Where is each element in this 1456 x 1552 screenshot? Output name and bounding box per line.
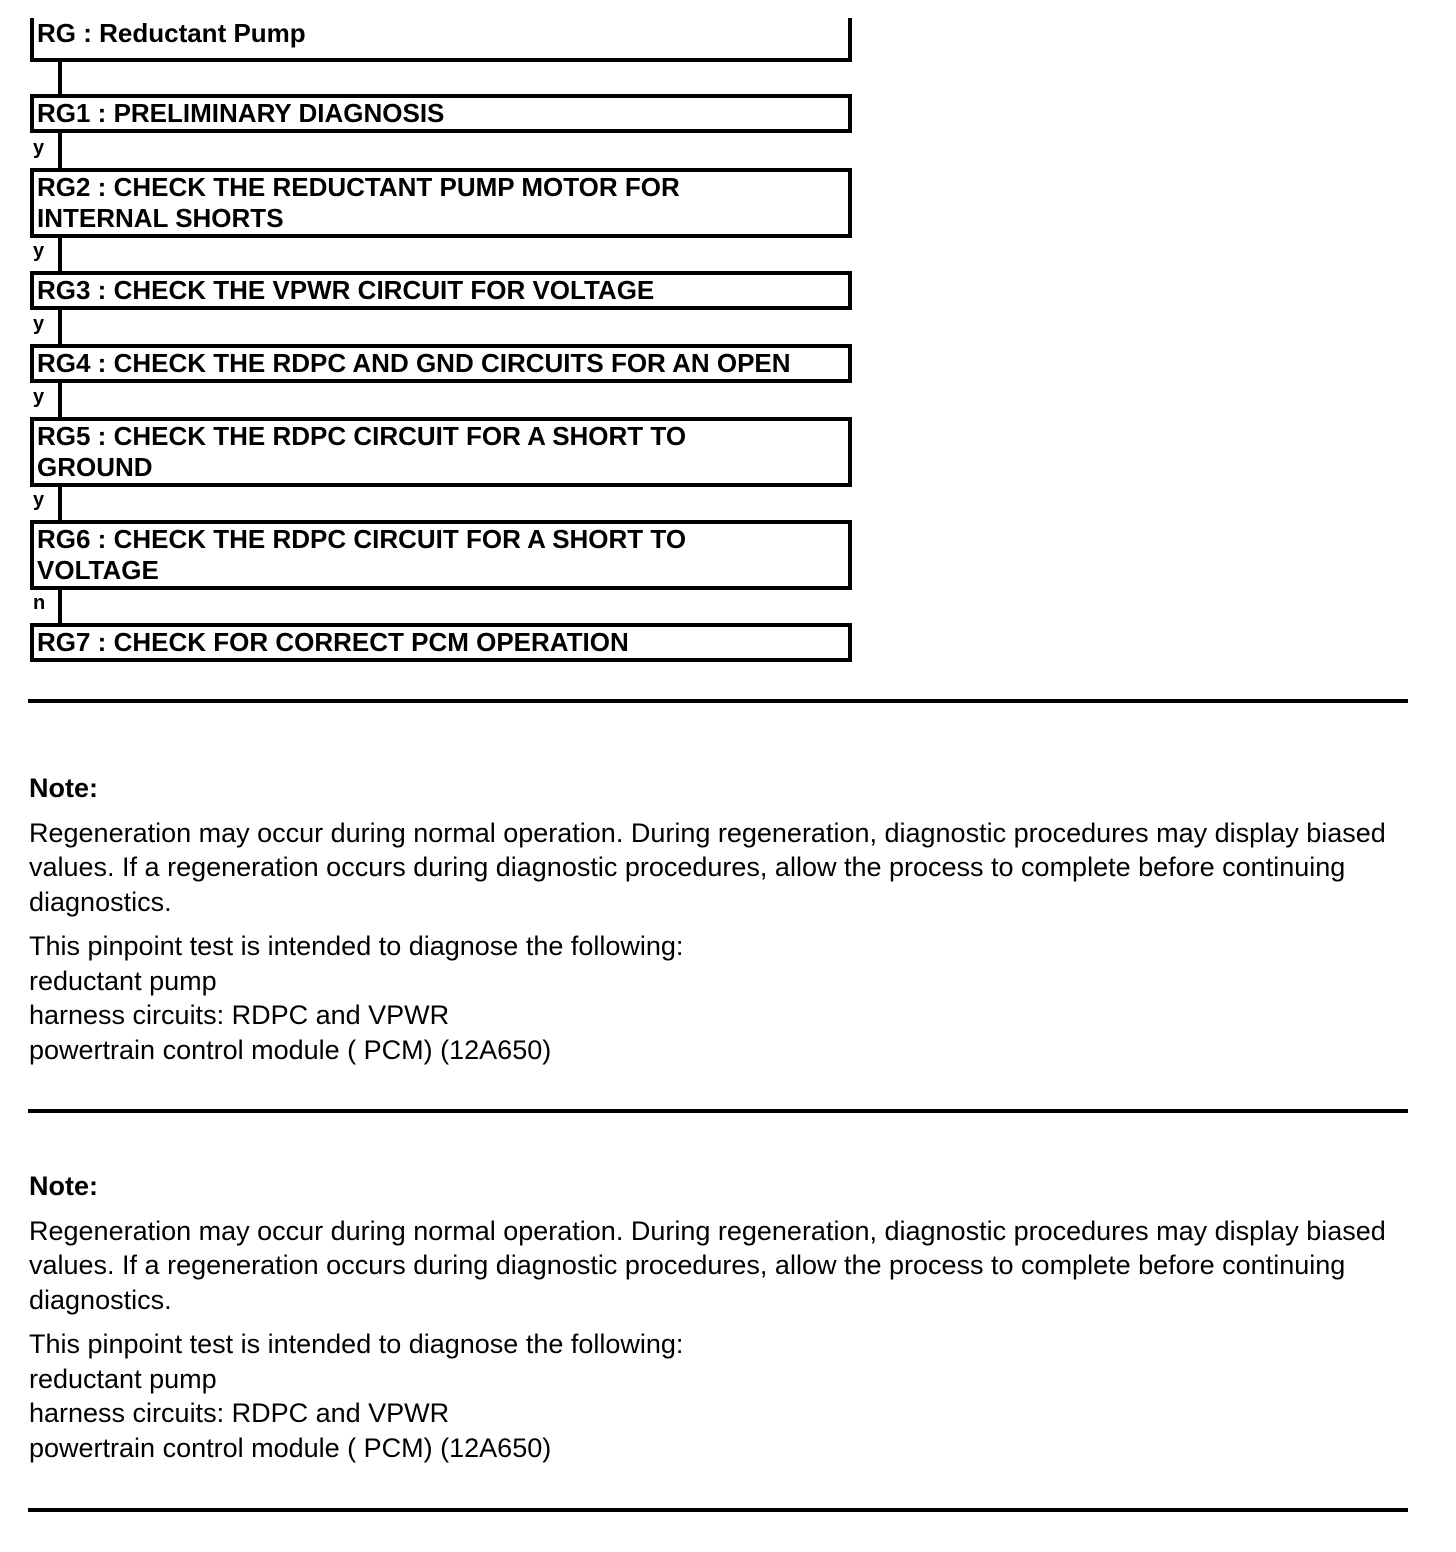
connector-line — [58, 307, 62, 344]
connector-line — [58, 131, 62, 168]
diagnostic-flowchart — [0, 0, 860, 680]
note-block — [29, 1169, 1419, 1465]
answer-label: y — [33, 313, 45, 335]
note-list-item: reductant pump — [29, 965, 217, 996]
connector-line — [58, 380, 62, 417]
note-list-item: harness circuits: RDPC and VPWR — [29, 1000, 450, 1030]
flowchart-title: RG : Reductant Pump — [30, 18, 852, 62]
answer-label: y — [33, 137, 45, 159]
flow-step-rg2: RG2 : CHECK THE REDUCTANT PUMP MOTOR FOR INTERNAL SHORTS — [30, 168, 852, 238]
note-intro: This pinpoint test is intended to diagnose the following: — [29, 931, 684, 961]
connector-line — [58, 58, 62, 94]
note-title: Note: — [29, 773, 98, 803]
flow-step-rg4: RG4 : CHECK THE RDPC AND GND CIRCUITS FOR AN OPEN — [30, 344, 852, 383]
note-list-item: powertrain control module ( PCM) (12A650) — [29, 1432, 552, 1463]
note-list-item: harness circuits: RDPC and VPWR — [29, 1398, 450, 1428]
flow-step-rg6: RG6 : CHECK THE RDPC CIRCUIT FOR A SHORT TO VOLTAGE — [30, 520, 852, 590]
section-divider — [28, 1508, 1408, 1512]
flow-step-rg5: RG5 : CHECK THE RDPC CIRCUIT FOR A SHORT TO GROUND — [30, 417, 852, 487]
connector-line — [58, 234, 62, 271]
answer-label: y — [33, 386, 45, 408]
flow-step-rg3: RG3 : CHECK THE VPWR CIRCUIT FOR VOLTAGE — [30, 271, 852, 310]
note-list-item: powertrain control module ( PCM) (12A650) — [29, 1034, 552, 1065]
answer-label: y — [33, 240, 45, 262]
note-list-item: reductant pump — [29, 1363, 217, 1394]
connector-line — [58, 586, 62, 623]
flow-step-rg1: RG1 : PRELIMINARY DIAGNOSIS — [30, 94, 852, 133]
answer-label: y — [33, 489, 45, 511]
note-block — [29, 771, 1419, 1067]
note-title: Note: — [29, 1171, 98, 1201]
answer-label: n — [33, 592, 46, 614]
note-text: Regeneration may occur during normal operation. During regeneration, diagnostic procedures may display biased values. If a regeneration occurs during diagnostic procedures, allow the process to complete before continuing diagnostics. — [29, 817, 1386, 917]
connector-line — [58, 483, 62, 520]
note-intro: This pinpoint test is intended to diagnose the following: — [29, 1329, 684, 1359]
section-divider — [28, 1109, 1408, 1113]
flow-step-rg7: RG7 : CHECK FOR CORRECT PCM OPERATION — [30, 623, 852, 662]
note-text: Regeneration may occur during normal operation. During regeneration, diagnostic procedures may display biased values. If a regeneration occurs during diagnostic procedures, allow the process to complete before continuing diagnostics. — [29, 1215, 1386, 1315]
section-divider — [28, 699, 1408, 703]
